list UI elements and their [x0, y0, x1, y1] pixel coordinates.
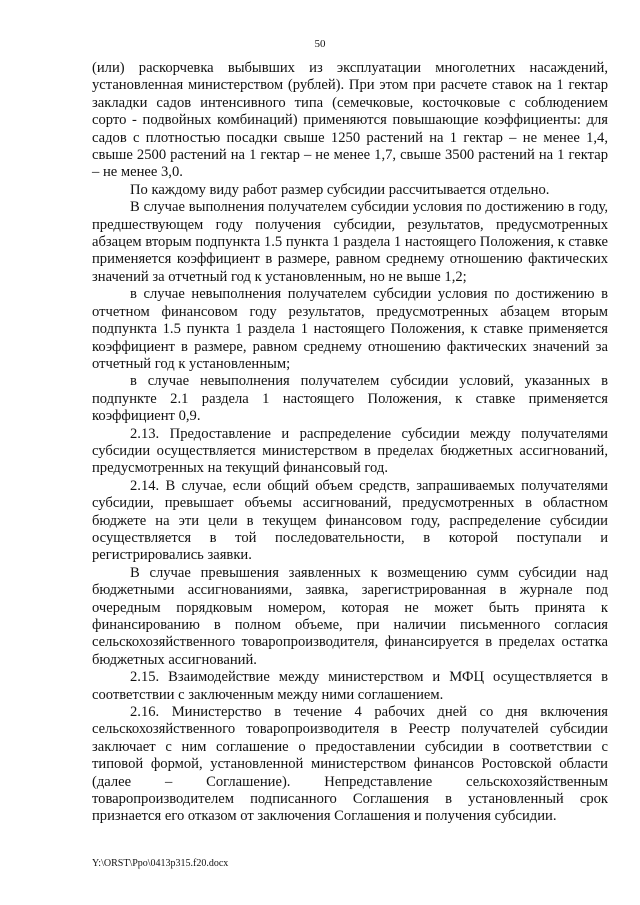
paragraph: В случае выполнения получателем субсидии условия по достижению в году, предшествующем году получения субсидии, результатов, предусмотренных абзацем вторым подпункта 1.5 пункта 1 раздела 1 настоящего Положения, к ставке применяется коэффициент в размере, равном среднему отношению фактических значений за отчетный год к установленным, но не выше 1,2; [92, 199, 608, 285]
paragraph: По каждому виду работ размер субсидии рассчитывается отдельно. [130, 181, 550, 198]
file-path-footer: Y:\ORST\Ppo\0413p315.f20.docx [92, 858, 229, 869]
paragraph: в случае невыполнения получателем субсидии условия по достижению в отчетном финансовом году результатов, предусмотренных абзацем вторым подпункта 1.5 пункта 1 раздела 1 настоящего Положения, к ставке применяется коэффициент в размере, равном среднему отношению фактических значений за отчетный год к установленным; [92, 286, 608, 372]
document-body [92, 60, 608, 826]
paragraph-continuation: (или) раскорчевка выбывших из эксплуатации многолетних насаждений, установленная министерством (рублей). При этом при расчете ставок на 1 гектар закладки садов интенсивного типа (семечковые, косточковые с соблюдением сорто - подвойных комбинаций) применяются повышающие коэффициенты: для садов с плотностью посадки свыше 1250 растений на 1 гектар – не менее 1,4, свыше 2500 растений на 1 гектар – не менее 1,7, свыше 3500 растений на 1 гектар – не менее 3,0. [92, 60, 608, 181]
paragraph: в случае невыполнения получателем субсидии условий, указанных в подпункте 2.1 раздела 1 настоящего Положения, к ставке применяется коэффициент 0,9. [92, 373, 608, 425]
paragraph-2-15: 2.15. Взаимодействие между министерством и МФЦ осуществляется в соответствии с заключенным между ними соглашением. [92, 669, 608, 703]
paragraph-2-14: 2.14. В случае, если общий объем средств, запрашиваемых получателями субсидии, превышает объемы ассигнований, предусмотренных в областном бюджете на эти цели в текущем финансовом году, распределение субсидии осуществляется в той последовательности, в которой поступали и регистрировались заявки. [92, 477, 608, 564]
paragraph: В случае превышения заявленных к возмещению сумм субсидии над бюджетными ассигнованиями, заявка, зарегистрированная в журнале под очередным порядковым номером, которая не может быть принята к финансированию в полном объеме, при наличии письменного согласия сельскохозяйственного товаропроизводителя, финансируется в пределах остатка бюджетных ассигнований. [92, 564, 608, 668]
page-number: 50 [314, 38, 326, 50]
paragraph-2-16: 2.16. Министерство в течение 4 рабочих дней со дня включения сельскохозяйственного товаропроизводителя в Реестр получателей субсидии заключает с ним соглашение о предоставлении субсидии в соответствии с типовой формой, установленной министерством финансов Ростовской области (далее – Соглашение). Непредставление сельскохозяйственным товаропроизводителем подписанного Соглашения в установленный срок признается его отказом от заключения Соглашения и получения субсидии. [92, 704, 608, 825]
paragraph-2-13: 2.13. Предоставление и распределение субсидии между получателями субсидии осуществляется министерством в пределах бюджетных ассигнований, предусмотренных на текущий финансовый год. [92, 425, 608, 477]
